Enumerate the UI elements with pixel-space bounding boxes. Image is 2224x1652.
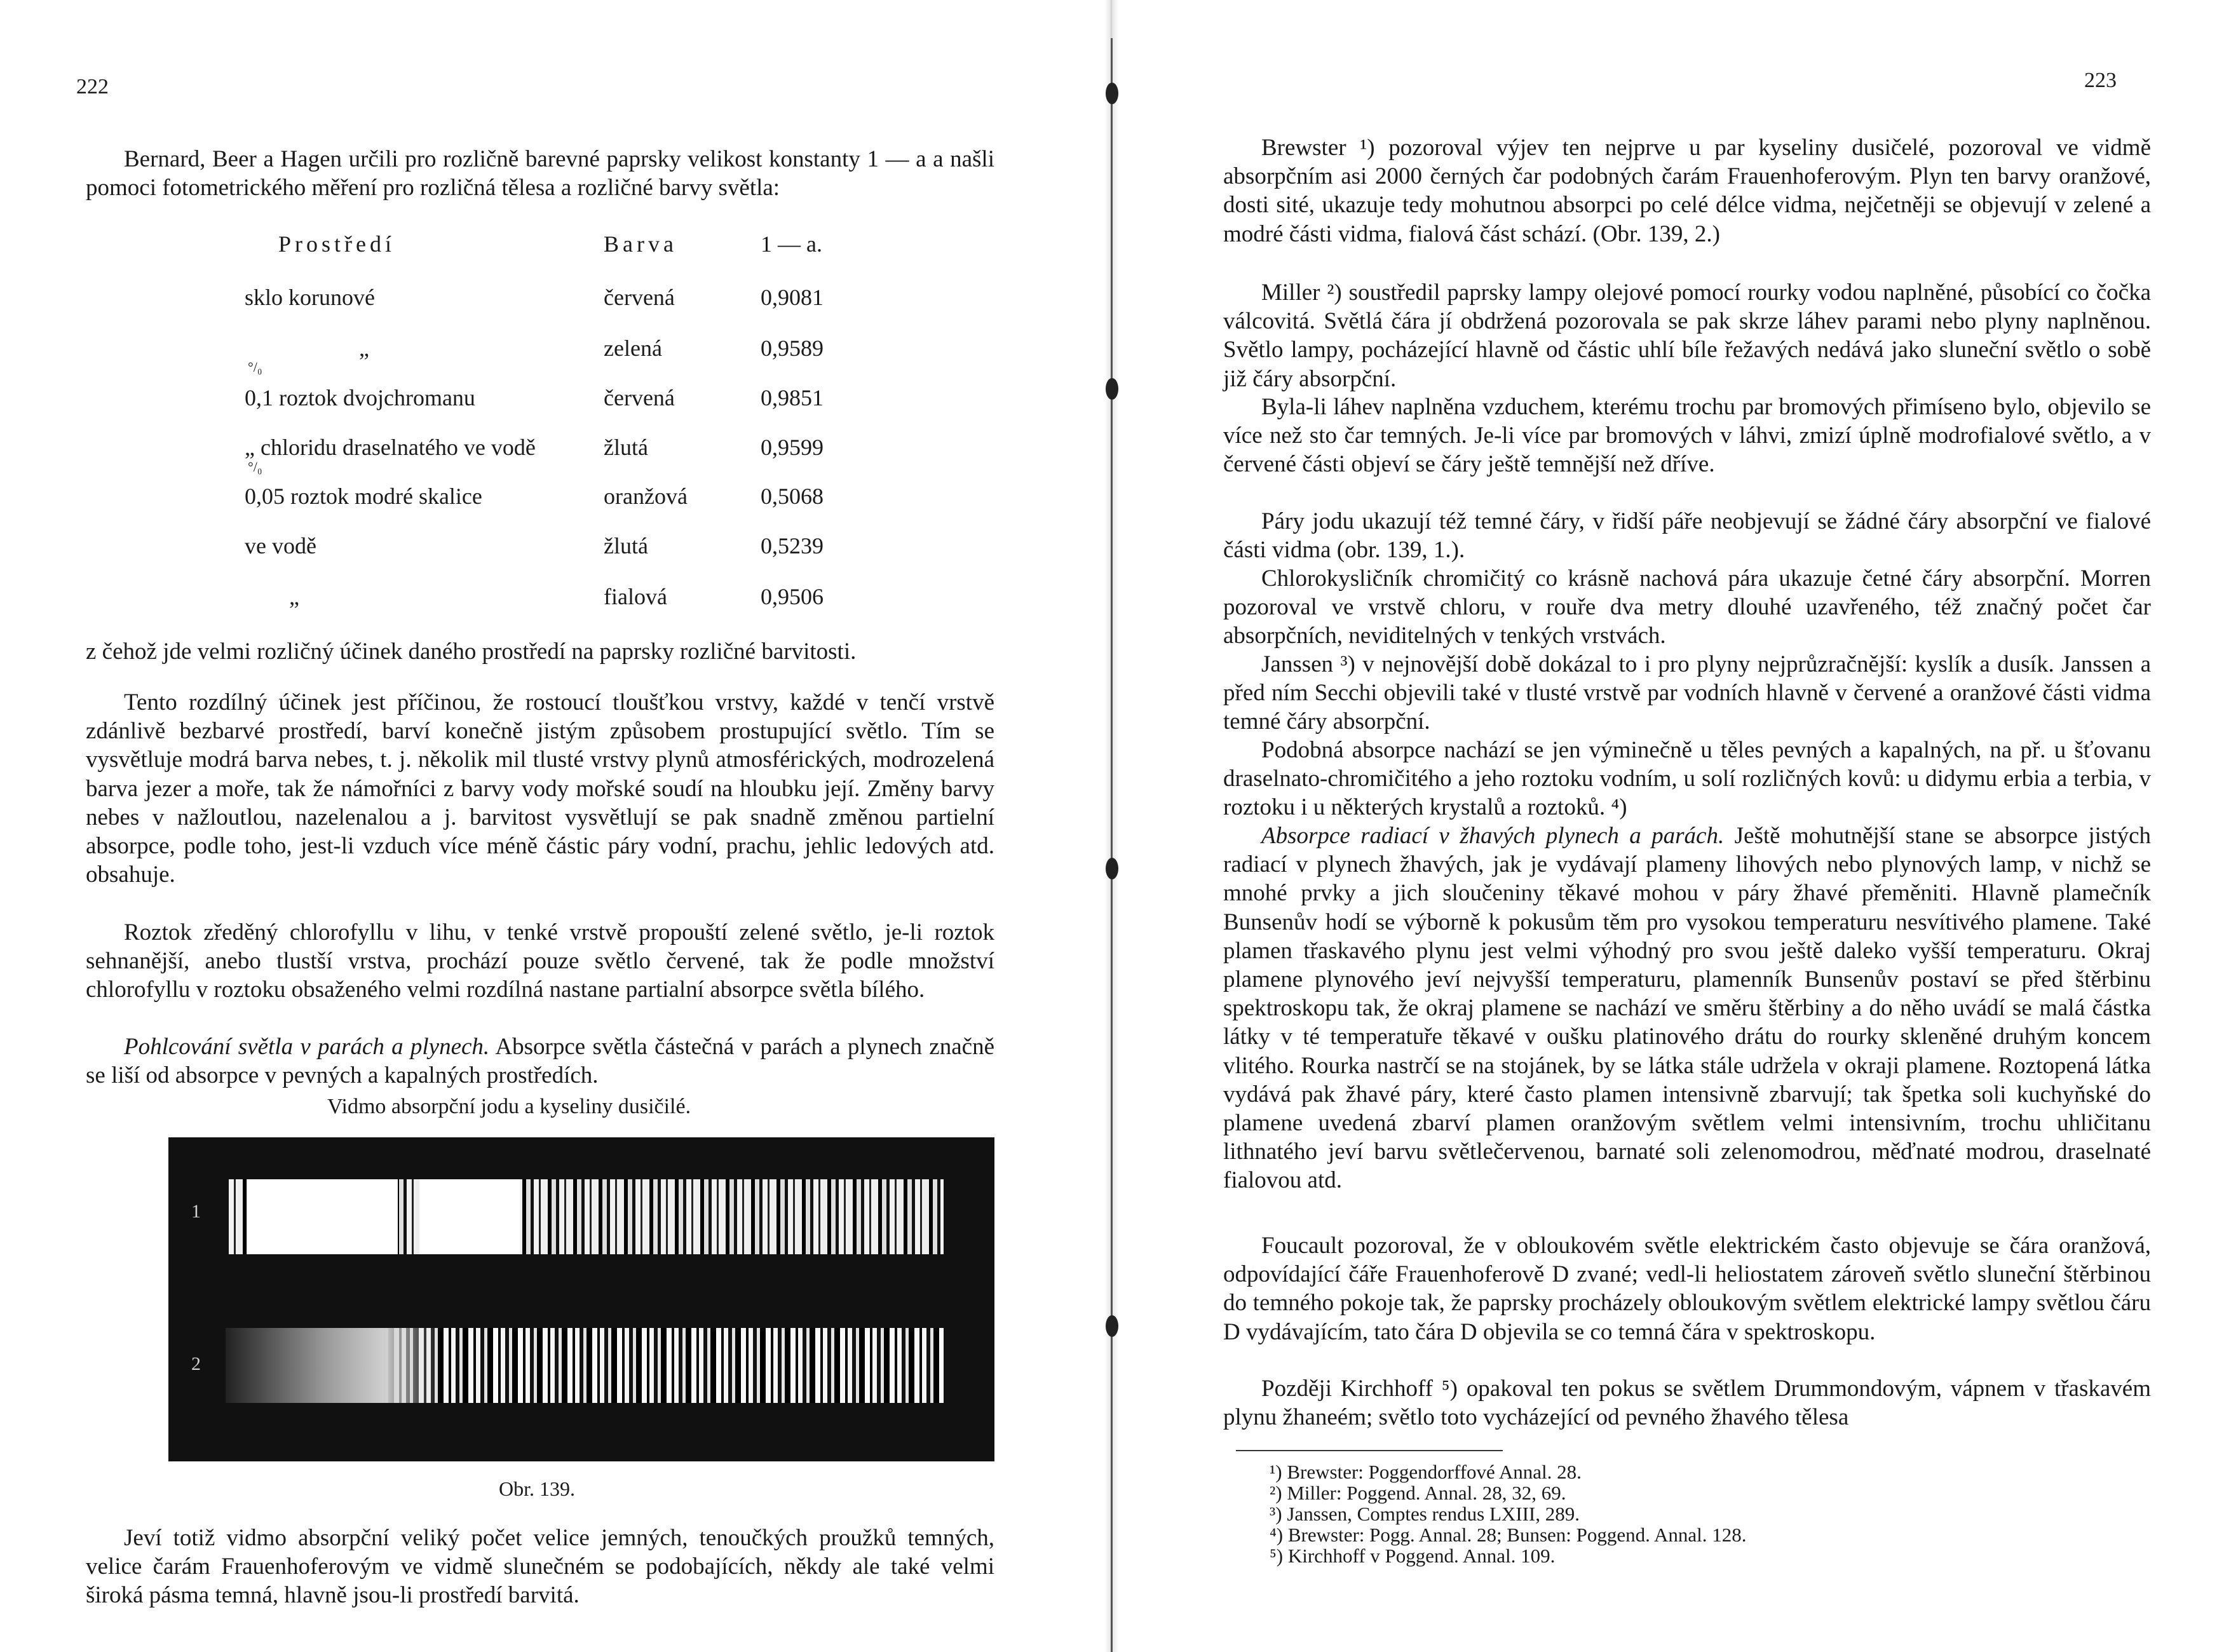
section-paragraph: [86, 1032, 994, 1090]
table-cell-value: 0,9599: [761, 435, 824, 460]
table-header-color: Barva: [604, 231, 677, 257]
section-title: Pohlcování světla v parách a plynech.: [124, 1034, 490, 1060]
intro-paragraph: Bernard, Beer a Hagen určili pro rozličně barevné paprsky velikost konstanty 1 — a a našli pomoci fotometrického měření pro rozličná tělesa a rozličné barvy světla:: [86, 146, 994, 201]
binding-mark: [1106, 1315, 1118, 1337]
table-cell-value: 0,9506: [761, 584, 824, 609]
table-header-medium: Prostředí: [278, 231, 395, 257]
body-paragraph: z čehož jde velmi rozličný účinek daného prostředí na paprsky rozličné barvitosti.: [86, 639, 857, 665]
table-cell-color: červená: [604, 285, 675, 310]
footnote: ²) Miller: Poggend. Annal. 28, 32, 69.: [1270, 1482, 1566, 1504]
closing-paragraph: Jeví totiž vidmo absorpční veliký počet velice jemných, tenoučkých proužků temných, velice čarám Frauenhoferovým ve vidmě slunečném se podobajících, někdy ale také velmi široká pásma temná, hlavně jsou-li prostředí barvitá.: [86, 1525, 994, 1609]
table-cell-medium: ve vodě: [245, 533, 316, 559]
body-paragraph: Janssen ³) v nejnovější době dokázal to i pro plyny nejprůzračnější: kyslík a dusík. Janssen a před ním Secchi objevili také v tlusté vrstvě par vodních hlavně v červené a oranžové části vidma temné čáry absorpční.: [1223, 651, 2151, 735]
binding-line: [1111, 38, 1113, 1652]
table-cell-color: zelená: [604, 335, 662, 361]
table-cell-color: žlutá: [604, 435, 648, 460]
table-cell-color: fialová: [604, 584, 667, 609]
spectrum-figure: [168, 1137, 994, 1461]
body-paragraph: Tento rozdílný účinek jest příčinou, že rostoucí tloušťkou vrstvy, každé v tenčí vrstvě zdánlivě bezbarvé prostředí, barví konečně jistým způsobem prostupující světlo. Tím se vysvětluje modrá barva nebes, t. j. několik mil tlusté vrstvy plynů atmosférických, modrozelená barva jezer a moře, tak že námořníci z barvy vody mořské soudí na hloubku její. Změny barvy nebes v nažloutlou, nazelenalou a j. barvitost vysvětlují se pak snadně změnou partielní absorpce, podle toho, jest-li vzduch více méně částic páry vodní, prachu, jehlic ledových atd. obsahuje.: [86, 689, 994, 888]
page-number: 223: [2084, 69, 2117, 92]
figure-title: Vidmo absorpční jodu a kyseliny dusičilé.: [327, 1095, 691, 1118]
body-paragraph: Roztok zředěný chlorofyllu v lihu, v tenké vrstvě propouští zelené světlo, je-li roztok sehnanější, anebo tlustší vrstva, prochází pouze světlo červené, tak že podle množství chlorofyllu v roztoku obsaženého velmi rozdílná nastane partialní absorpce světla bílého.: [86, 919, 994, 1003]
table-cell-value: 0,9081: [761, 285, 824, 310]
table-cell-superscript: °/₀: [248, 359, 262, 375]
body-paragraph: Brewster ¹) pozoroval výjev ten nejprve u par kyseliny dusičelé, pozoroval ve vidmě absorpčním asi 2000 černých čar podobných čarám Frauenhoferovým. Plyn ten barvy oranžové, dosti sité, ukazuje tedy mohutnou absorpci po celé délce vidma, nejčetněji se objevují v zelené a modré části vidma, fialová část schází. (Obr. 139, 2.): [1223, 135, 2151, 247]
table-cell-medium: 0,1 roztok dvojchromanu: [245, 385, 475, 410]
section-text: Absorpce světla částečná v parách a plynech značně se liší od absorpce v pevných a kapalných prostředích.: [86, 1034, 994, 1089]
section-text: Ještě mohutnější stane se absorpce jistých radiací v plynech žhavých, jak je vydávají plameny lihových nebo plynových lamp, v nichž se mnohé prvky a jich sloučeniny těkavé mohou v páry žhavé přeměniti. Hlavně plamečník Bunsenův hodí se výborně k pokusům těm pro vysokou temperaturu nesvítivého plamene. Také plamen třaskavého plynu jest velmi výhodný pro svou ještě daleko vyšší temperaturu. Okraj plamene plynového jeví nejvyšší temperaturu, plamenník Bunsenův postaví se před štěrbinu spektroskopu tak, že okraj plamene se nachází ve směru štěrbiny a do něho uvádí se malá částka látky v té temperatuře těkavé v oušku platinového drátu do rourky skleněné druhým koncem vlitého. Rourka nastrčí se na stojánek, by se látka stále udržela v okraji plamene. Roztopená látka vydává pak žhavé páry, které často plamen intensivně zbarvují; tak špetka soli kuchyňské do plamene uvedená zbarví plamen oranžovým světlem velmi intensivním, trochu uhličitanu lithnatého jeví barvu světlečervenou, barnaté soli zelenomodrou, měďnaté modrou, draselnaté fialovou atd.: [1223, 823, 2151, 1194]
binding-mark: [1106, 378, 1118, 400]
footnote: ⁵) Kirchhoff v Poggend. Annal. 109.: [1270, 1545, 1556, 1567]
section-title: Absorpce radiací v žhavých plynech a parách.: [1261, 823, 1725, 849]
table-cell-medium: „: [359, 335, 369, 361]
footnote: ¹) Brewster: Poggendorffové Annal. 28.: [1270, 1461, 1582, 1483]
figure-caption: Obr. 139.: [499, 1477, 575, 1500]
body-paragraph: Miller ²) soustředil paprsky lampy olejové pomocí rourky vodou naplněné, působící co čočka válcovitá. Světlá čára jí obdržená pozorovala se pak skrze láhev parami nebo plyny naplněnou. Světlo lampy, pocházející hlavně od částic uhlí bíle řežavých nedává jako sluneční světlo o sobě již čáry absorpční.: [1223, 280, 2151, 392]
page-number: 222: [76, 75, 109, 98]
footnote-rule: [1236, 1450, 1503, 1451]
body-paragraph: Podobná absorpce nachází se jen výminečně u těles pevných a kapalných, na př. u šťovanu draselnato-chromičitého a jeho roztoku vodním, u solí rozličných kovů: u didymu erbia a terbia, v roztoku i u některých krystalů a roztoků. ⁴): [1223, 737, 2151, 821]
footnote: ⁴) Brewster: Pogg. Annal. 28; Bunsen: Poggend. Annal. 128.: [1270, 1524, 1747, 1546]
spectrum-strip-2: [226, 1328, 944, 1403]
table-cell-color: žlutá: [604, 533, 648, 559]
table-cell-value: 0,5068: [761, 484, 824, 509]
body-paragraph: Páry jodu ukazují též temné čáry, v řidší páře neobjevují se žádné čáry absorpční ve fialové části vidma (obr. 139, 1.).: [1223, 508, 2151, 564]
binding-mark: [1106, 83, 1118, 104]
table-cell-medium: 0,05 roztok modré skalice: [245, 484, 482, 509]
strip-label-1: 1: [191, 1201, 201, 1222]
table-cell-medium: „: [289, 584, 299, 609]
table-cell-value: 0,9851: [761, 385, 824, 410]
binding-mark: [1106, 858, 1118, 879]
table-cell-color: červená: [604, 385, 675, 410]
table-cell-value: 0,9589: [761, 335, 824, 361]
table-cell-value: 0,5239: [761, 533, 824, 559]
table-cell-color: oranžová: [604, 484, 688, 509]
body-paragraph: Později Kirchhoff ⁵) opakoval ten pokus se světlem Drummondovým, vápnem v třaskavém plynu žhaneém; světlo toto vycházející od pevného žhavého tělesa: [1223, 1376, 2151, 1431]
spectrum-strip-1: [226, 1179, 944, 1254]
table-header-value: 1 — a.: [761, 231, 822, 257]
body-paragraph: Foucault pozoroval, že v obloukovém světle elektrickém často objevuje se čára oranžová, odpovídající čáře Frauenhoferově D zvané; vedl-li heliostatem zároveň světlo sluneční štěrbinou do temného pokoje tak, že paprsky procházely obloukovým světlem elektrické lampy světlou čáru D vydávajícím, tato čára D objevila se co temná čára v spektroskopu.: [1223, 1233, 2151, 1345]
body-paragraph: Byla-li láhev naplněna vzduchem, kterému trochu par bromových přimíseno bylo, objevilo se více než sto čar temných. Je-li více par bromových v láhvi, zmizí úplně modrofialové světlo, a v červené části objeví se čáry ještě temnější než dříve.: [1223, 394, 2151, 478]
right-page: [1118, 0, 2224, 1652]
table-cell-medium: sklo korunové: [245, 285, 375, 310]
strip-label-2: 2: [191, 1353, 201, 1374]
left-page: [0, 0, 1106, 1652]
table-cell-superscript: °/₀: [248, 459, 262, 475]
footnote: ³) Janssen, Comptes rendus LXIII, 289.: [1270, 1503, 1580, 1525]
body-paragraph: Chlorokysličník chromičitý co krásně nachová pára ukazuje četné čáry absorpční. Morren pozoroval ve vrstvě chloru, v rouře dva metry dlouhé uzavřeného, též značný počet čar absorpčních, neviditelných v tenkých vrstvách.: [1223, 565, 2151, 649]
table-cell-medium: „ chloridu draselnatého ve vodě: [245, 435, 536, 460]
section-paragraph: [1223, 822, 2151, 1195]
